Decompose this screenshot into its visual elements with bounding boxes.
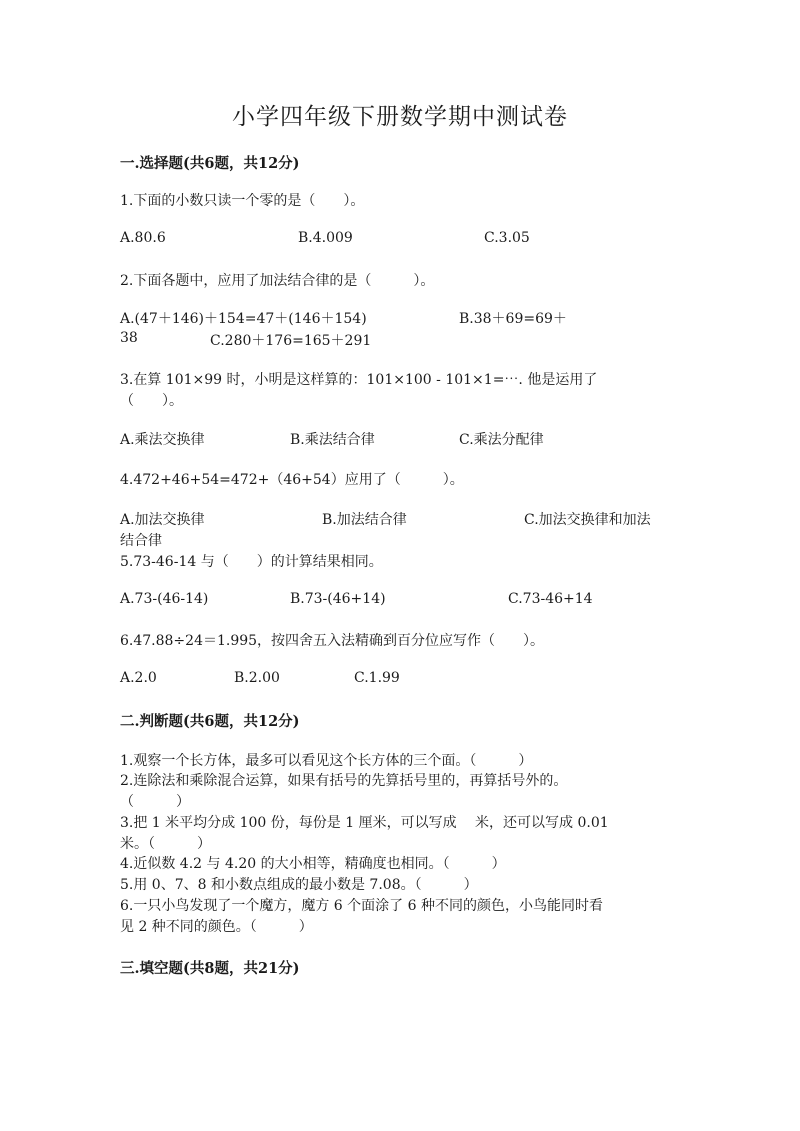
question-4-option-a: A.加法交换律 bbox=[120, 512, 205, 528]
question-1-stem: 1.下面的小数只读一个零的是（ ）。 bbox=[120, 193, 365, 209]
question-4-option-c: C.加法交换律和加法 bbox=[524, 512, 651, 528]
question-1-option-c: C.3.05 bbox=[484, 230, 530, 246]
question-6-option-b: B.2.00 bbox=[234, 670, 280, 686]
judgement-line: 见 2 种不同的颜色。（ ） bbox=[120, 919, 313, 935]
judgement-line: （ ） bbox=[120, 794, 190, 810]
question-2-option-b: B.38＋69=69＋ bbox=[459, 311, 567, 327]
question-2-stem: 2.下面各题中，应用了加法结合律的是（ ）。 bbox=[120, 273, 435, 289]
exam-title: 小学四年级下册数学期中测试卷 bbox=[232, 104, 568, 130]
section-heading-choice: 一.选择题(共6题，共12分) bbox=[120, 155, 300, 172]
judgement-line: 4.近似数 4.2 与 4.20 的大小相等，精确度也相同。（ ） bbox=[120, 856, 506, 872]
question-3-stem: 3.在算 101×99 时，小明是这样算的：101×100 - 101×1=⋯. 他是运用了 bbox=[120, 372, 598, 388]
judgement-line: 5.用 0、7、8 和小数点组成的最小数是 7.08。（ ） bbox=[120, 877, 478, 893]
judgement-line: 3.把 1 米平均分成 100 份，每份是 1 厘米，可以写成 米，还可以写成 0.01 bbox=[120, 815, 609, 831]
question-4-option-b: B.加法结合律 bbox=[322, 512, 407, 528]
question-6-option-c: C.1.99 bbox=[354, 670, 400, 686]
question-1-option-a: A.80.6 bbox=[120, 230, 166, 246]
judgement-line: 1.观察一个长方体，最多可以看见这个长方体的三个面。（ ） bbox=[120, 753, 533, 769]
question-4-stem: 4.472+46+54=472+（46+54）应用了（ ）。 bbox=[120, 472, 464, 488]
section-heading-judgement: 二.判断题(共6题，共12分) bbox=[120, 713, 300, 730]
section-heading-fill-in: 三.填空题(共8题，共21分) bbox=[120, 960, 300, 977]
question-3-option-c: C.乘法分配律 bbox=[459, 432, 544, 448]
question-2-option-a: A.(47＋146)＋154=47＋(146＋154) bbox=[120, 311, 367, 327]
judgement-line: 6.一只小鸟发现了一个魔方，魔方 6 个面涂了 6 种不同的颜色，小鸟能同时看 bbox=[120, 898, 603, 914]
question-2-option-b-cont: 38 bbox=[120, 330, 138, 346]
question-4-option-c-cont: 结合律 bbox=[120, 533, 162, 549]
question-1-option-b: B.4.009 bbox=[298, 230, 353, 246]
question-5-option-b: B.73-(46+14) bbox=[290, 591, 386, 607]
question-5-option-a: A.73-(46-14) bbox=[120, 591, 209, 607]
question-3-stem-cont: （ ）。 bbox=[120, 393, 183, 409]
question-6-option-a: A.2.0 bbox=[120, 670, 157, 686]
question-3-option-b: B.乘法结合律 bbox=[290, 432, 375, 448]
question-5-stem: 5.73-46-14 与（ ）的计算结果相同。 bbox=[120, 554, 383, 570]
question-6-stem: 6.47.88÷24＝1.995，按四舍五入法精确到百分位应写作（ ）。 bbox=[120, 633, 545, 649]
judgement-line: 米。（ ） bbox=[120, 836, 211, 852]
question-5-option-c: C.73-46+14 bbox=[508, 591, 593, 607]
question-3-option-a: A.乘法交换律 bbox=[120, 432, 205, 448]
judgement-line: 2.连除法和乘除混合运算，如果有括号的先算括号里的，再算括号外的。 bbox=[120, 773, 568, 789]
question-2-option-c: C.280＋176=165＋291 bbox=[210, 333, 372, 349]
